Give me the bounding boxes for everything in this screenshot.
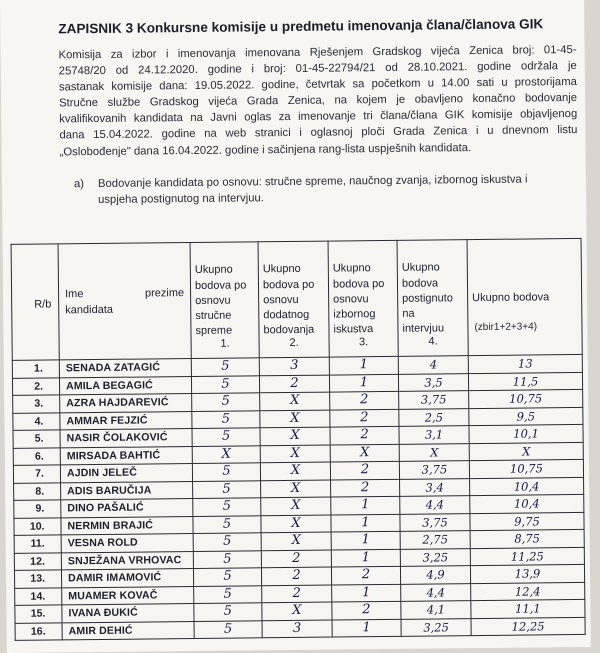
score-total: 11,5	[468, 372, 582, 391]
row-number: 13.	[14, 570, 61, 588]
score-education: 5	[192, 393, 260, 411]
header-col-number: 4.	[428, 335, 438, 348]
header-col2	[258, 241, 329, 358]
score-additional: X	[260, 427, 330, 445]
score-interview: 4	[398, 356, 468, 374]
candidate-name: MIRSADA BAHTIĆ	[60, 446, 192, 465]
list-marker: a)	[73, 178, 85, 191]
score-interview: 3,5	[398, 373, 468, 391]
header-line: postignuto	[402, 292, 453, 305]
score-election-experience: 1	[331, 496, 400, 514]
candidate-name: SENADA ZATAGIĆ	[59, 359, 191, 378]
paragraph-line: Stručne službe Gradskog vijeća Grada Zenica, na kojem je obavljeno konačno bodovanje	[59, 92, 578, 110]
row-number: 3.	[13, 395, 60, 413]
row-number: 9.	[14, 500, 61, 518]
candidate-name: NASIR ČOLAKOVIĆ	[60, 429, 192, 448]
header-total-label: Ukupno bodova	[472, 291, 550, 304]
header-line: na	[402, 307, 415, 320]
paragraph-line: Komisija za izbor i imenovanja imenovana Rješenjem Gradskog vijeća Zenica broj: 01-45-	[58, 43, 577, 62]
score-additional: X	[260, 410, 330, 428]
candidate-name: AMILA BEGAGIĆ	[59, 376, 191, 395]
header-line: Ukupno	[401, 261, 440, 275]
header-line: Ukupno	[262, 263, 301, 276]
list-item-line: uspjeha postignutog na intervjuu.	[98, 192, 264, 206]
score-education: 5	[193, 498, 261, 516]
list-item-line: Bodovanje kandidata po osnovu: stručne spreme, naučnog zvanja, izbornog iskustva i	[97, 173, 528, 190]
header-line: stručne	[195, 309, 232, 323]
candidate-name: AMIR DEHIĆ	[62, 621, 194, 640]
header-col-number: 2.	[289, 336, 299, 349]
score-education: 5	[193, 568, 261, 586]
score-additional: X	[261, 532, 331, 550]
header-line: iskustva	[333, 323, 374, 336]
header-total	[467, 238, 582, 355]
score-additional: X	[261, 515, 331, 533]
header-name-part: prezime	[144, 287, 185, 300]
score-education: 5	[193, 533, 261, 551]
score-total: 13	[468, 354, 582, 373]
score-education: 5	[194, 603, 262, 621]
score-election-experience: 1	[331, 531, 400, 549]
score-total: 10,75	[469, 459, 583, 478]
header-line: bodova po	[194, 279, 247, 292]
intro-paragraph	[58, 42, 577, 160]
score-election-experience: 2	[330, 391, 399, 409]
score-election-experience: 1	[332, 584, 401, 602]
header-line: spreme	[195, 324, 233, 338]
score-interview: 4,1	[401, 601, 471, 619]
score-interview: 3,1	[399, 426, 469, 444]
score-additional: 3	[262, 620, 332, 638]
header-line: intervjuu	[402, 322, 445, 336]
row-number: 2.	[12, 377, 59, 395]
header-col4	[397, 240, 468, 357]
score-interview: 3,75	[399, 391, 469, 409]
score-total: 10,4	[470, 477, 584, 496]
header-rb: R/b	[11, 244, 59, 360]
ranking-table	[11, 238, 586, 641]
header-col1	[190, 242, 259, 359]
score-additional: 2	[261, 550, 331, 568]
row-number: 15.	[15, 605, 62, 623]
header-line: izbornog	[333, 308, 376, 321]
score-interview: 3,4	[400, 478, 470, 496]
score-election-experience: 1	[332, 619, 401, 637]
score-additional: X	[260, 392, 330, 410]
score-interview: 4,4	[401, 583, 471, 601]
score-election-experience: X	[330, 444, 399, 462]
score-total: 11,25	[470, 547, 584, 566]
score-education: X	[192, 445, 260, 463]
score-additional: 2	[261, 567, 331, 585]
score-interview: 3,75	[399, 461, 469, 479]
score-education: 5	[193, 550, 261, 568]
score-interview: 3,25	[401, 618, 471, 636]
score-total: 10,75	[469, 389, 583, 408]
candidate-name: MUAMER KOVAČ	[62, 586, 194, 605]
list-item-a	[73, 171, 582, 206]
score-education: 5	[191, 358, 259, 376]
score-education: 5	[193, 480, 261, 498]
row-number: 5.	[13, 430, 60, 448]
candidate-name: AZRA HAJDAREVIĆ	[60, 394, 192, 413]
header-line: Ukupno	[332, 262, 371, 276]
row-number: 12.	[14, 552, 61, 570]
score-education: 5	[194, 620, 262, 638]
score-election-experience: 2	[332, 601, 401, 619]
header-line: osnovu	[333, 293, 369, 306]
paragraph-line: dana 15.04.2022. godine na web stranici i oglasnoj ploči Grada Zenica i u dnevnom listu	[59, 124, 578, 142]
score-total: 10,1	[469, 424, 583, 443]
score-additional: X	[260, 445, 330, 463]
paragraph-line: kvalifikovanih kandidata na Javni oglas za imenovanje tri člana/člana GIK komisije objavljenog	[59, 108, 578, 126]
header-col-number: 3.	[358, 335, 369, 349]
candidate-name: IVANA ĐUKIĆ	[62, 604, 194, 623]
score-additional: X	[260, 462, 330, 480]
header-line: osnovu	[263, 293, 299, 307]
header-col3	[328, 240, 398, 357]
score-interview: X	[399, 443, 469, 461]
score-additional: 2	[259, 375, 329, 393]
score-election-experience: 2	[330, 426, 399, 444]
row-number: 11.	[14, 535, 61, 553]
header-line: bodova	[401, 277, 439, 290]
row-number: 8.	[14, 482, 61, 500]
score-election-experience: 2	[331, 566, 400, 584]
score-interview: 4,9	[400, 566, 470, 584]
score-education: 5	[192, 428, 260, 446]
header-line: bodova po	[262, 278, 315, 291]
candidate-name: NERMIN BRAJIĆ	[61, 516, 193, 535]
score-election-experience: 2	[330, 409, 399, 427]
score-interview: 3,75	[400, 513, 470, 531]
score-election-experience: 2	[330, 461, 399, 479]
score-total: 10,4	[470, 494, 584, 513]
header-name-part: Ime	[65, 288, 84, 301]
paragraph-line: „Oslobođenje" dana 16.04.2022. godine i sačinjena rang-lista uspješnih kandidata.	[59, 141, 472, 158]
header-line: bodovanja	[263, 324, 315, 337]
candidate-name: AJDIN JELEČ	[60, 464, 192, 483]
header-line: osnovu	[195, 294, 231, 307]
score-additional: 2	[262, 585, 332, 603]
header-col-number: 1.	[220, 337, 230, 350]
header-name-part: kandidata	[65, 303, 114, 316]
row-number: 7.	[13, 465, 60, 483]
row-number: 4.	[13, 412, 60, 430]
score-election-experience: 1	[329, 356, 398, 374]
score-election-experience: 1	[329, 374, 398, 392]
header-line: dodatnog	[263, 308, 310, 322]
score-election-experience: 1	[331, 514, 400, 532]
score-total: X	[469, 442, 583, 461]
paragraph-line: 25748/20 od 24.12.2020. godine i broj: 01-45-22794/21 od 28.10.2021. godine održala je	[58, 60, 577, 78]
candidate-name: ADIS BARUČIJA	[61, 481, 193, 500]
row-number: 6.	[13, 447, 60, 465]
score-election-experience: 2	[331, 479, 400, 497]
score-education: 5	[192, 410, 260, 428]
score-interview: 2,75	[400, 531, 470, 549]
score-education: 5	[192, 463, 260, 481]
score-additional: X	[261, 497, 331, 515]
candidate-name: SNJEŽANA VRHOVAC	[61, 551, 193, 570]
score-education: 5	[193, 515, 261, 533]
score-total: 12,25	[471, 617, 585, 636]
score-interview: 4,4	[400, 496, 470, 514]
score-total: 11,1	[471, 599, 585, 618]
header-line: bodova po	[332, 277, 385, 291]
score-interview: 2,5	[399, 408, 469, 426]
score-total: 9,5	[469, 407, 583, 426]
score-total: 8,75	[470, 529, 584, 548]
row-number: 16.	[15, 622, 62, 640]
row-number: 10.	[14, 517, 61, 535]
row-number: 14.	[15, 587, 62, 605]
score-total: 9,75	[470, 512, 584, 531]
paragraph-line: sastanak komisije dana: 19.05.2022. godine, četvrtak sa početkom u 14.00 sati u prostorijama	[58, 76, 577, 94]
score-additional: X	[261, 480, 331, 498]
candidate-name: AMMAR FEJZIĆ	[60, 411, 192, 430]
score-total: 12,4	[471, 582, 585, 601]
score-additional: X	[262, 602, 332, 620]
list-item-text	[98, 171, 582, 208]
score-interview: 3,25	[400, 548, 470, 566]
candidate-name: VESNA ROLD	[61, 534, 193, 553]
header-name	[58, 243, 191, 360]
score-total: 13,9	[470, 564, 584, 583]
score-election-experience: 1	[331, 549, 400, 567]
score-education: 5	[191, 375, 259, 393]
header-total-formula: (zbir1+2+3+4)	[474, 321, 538, 333]
candidate-name: DAMIR IMAMOVIĆ	[61, 569, 193, 588]
row-number: 1.	[12, 360, 59, 378]
document-title: ZAPISNIK 3 Konkursne komisije u predmetu imenovanja člana/članova GIK	[58, 16, 544, 37]
header-line: Ukupno	[194, 264, 233, 277]
table-header-row	[11, 238, 582, 360]
score-education: 5	[194, 585, 262, 603]
candidate-name: DINO PAŠALIĆ	[61, 499, 193, 518]
score-additional: 3	[259, 357, 329, 375]
